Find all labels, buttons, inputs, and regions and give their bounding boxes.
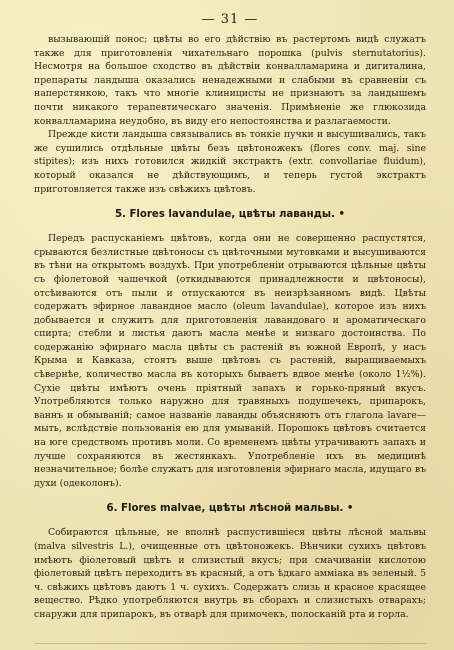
- page-edge-line: [34, 643, 426, 644]
- paragraph-lavender: Передъ распусканіемъ цвѣтовъ, когда они не совершенно распустятся, срываются безлистные цвѣтоносы съ цвѣточными мутовками и высушиваются въ тѣни на открытомъ воздухѣ. При употребленіи отрываются цѣльные цвѣты съ фіолетовой чашечкой (откидываются принадлежности и цвѣтоносы), отсѣиваются отъ пыли и отпускаются въ неизрѣзанномъ видѣ. Цвѣты содержатъ эфирное лавандное масло (oleum lavandulae), которое изъ нихъ добывается и служитъ для приготовленія лавандоваго и ароматическаго спирта; стебли и листья даютъ масла менѣе и низкаго достоинства. По содержанію эфирнаго масла цвѣты съ растеній въ южной Европѣ, у насъ Крыма и Кавказа, стоятъ выше цвѣтовъ съ растеній, выращиваемыхъ сѣвернѣе, количество масла въ которыхъ бываетъ вдвое менѣе (около 1½%). Сухіе цвѣты имѣютъ очень пріятный запахъ и горько-пряный вкусъ. Употребляются только наружно для травяныхъ подушечекъ, припарокъ, ваннъ и обмываній; самое названіе лаванды объясняютъ отъ глагола lavare—мыть, вслѣдствіе пользованія ею для умываній. Порошокъ цвѣтовъ считается на юге средствомъ противъ моли. Со временемъ цвѣты утрачиваютъ запахъ и лучше сохраняются въ жестянкахъ. Употребленіе ихъ въ медицинѣ незначительное; болѣе служатъ для изготовленія эфирнаго масла, идущаго въ духи (одеколонъ).: [34, 233, 426, 489]
- page-number: — 31 —: [201, 12, 259, 27]
- paragraph-lily-effects: вызывающій понос; цвѣты во его дѣйствію въ растертомъ видѣ служатъ также для приготовленія чихательнаго порошка (pulvis sternutatorius). Несмотря на большое сходство въ дѣйствіи конвалламарина и дигиталина, препараты ландыша оказались ненадежными и слабыми въ сравненіи съ наперстянкою, такъ что многіе клиницисты не признаютъ за ландышемъ почти никакого терапевтическаго значенія. Примѣненіе же глюкозида конвалламарина неудобно, въ виду его непостоянства и разлагаемости.: [34, 34, 426, 127]
- paragraph-mallow: Собираются цѣльные, не вполнѣ распустившіеся цвѣты лѣсной мальвы (malva silvestris L.), очищенные отъ цвѣтоножекъ. Вѣнчики сухихъ цвѣтовъ имѣютъ фіолетовый цвѣтъ и слизистый вкусъ; при смачиваніи кислотою фіолетовый цвѣтъ переходитъ въ красный, а отъ ѣдкаго аммiака въ зеленый. 5 ч. свѣжихъ цвѣтовъ даютъ 1 ч. сухихъ. Содержатъ слизь и красное красящее вещество. Рѣдко употребляются внутрь въ сборахъ и слизистыхъ отварахъ; снаружи для припарокъ, въ отварѣ для примочекъ, полосканій рта и горла.: [34, 527, 426, 620]
- paragraph-lily-preparation: Прежде кисти ландыша связывались въ тонкіе пучки и высушивались, такъ же сушились отдѣльные цвѣты безъ цвѣтоножекъ (flores conv. maj. sine stipites); изъ нихъ готовился жидкій экстрактъ (extr. convollariae fluidum), который оказался не дѣйствующимъ, и теперь густой экстрактъ приготовляется также изъ свѣжихъ цвѣтовъ.: [34, 129, 426, 195]
- section-heading-lavender: 5. Flores lavandulae, цвѣты лаванды. •: [114, 209, 346, 221]
- section-heading-mallow: 6. Flores malvae, цвѣты лѣсной мальвы. •: [106, 503, 354, 515]
